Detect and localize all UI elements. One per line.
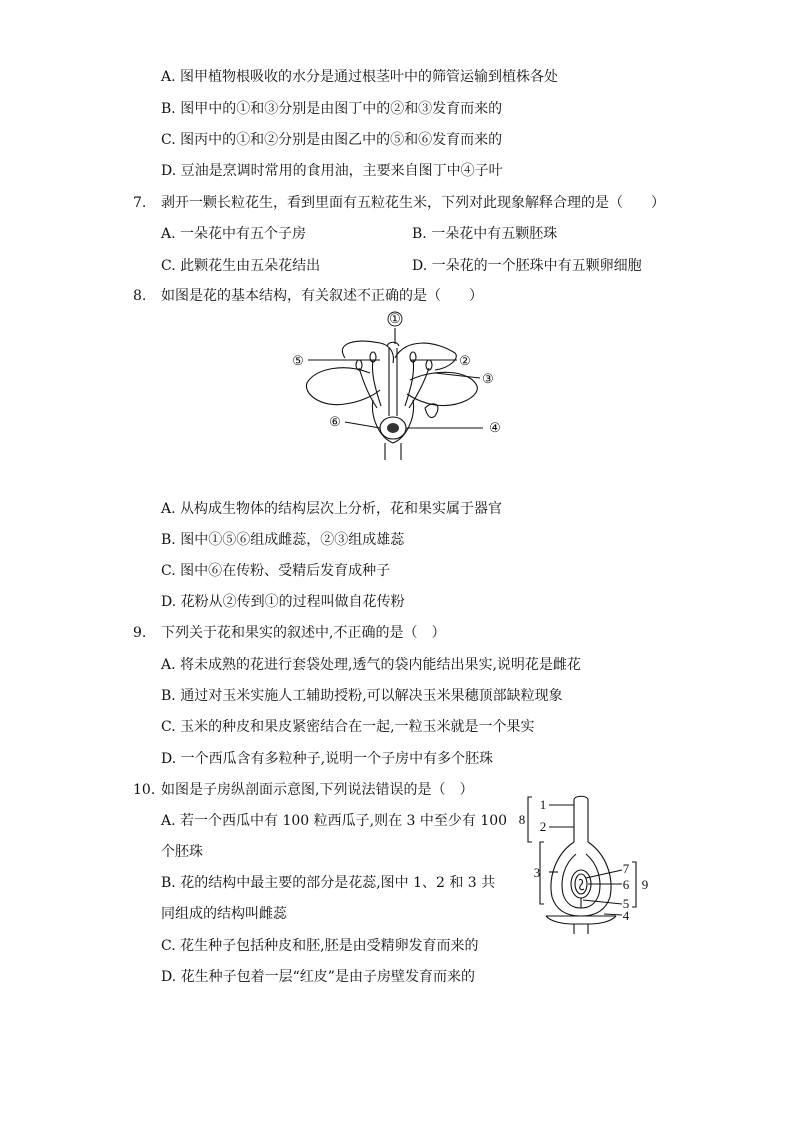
ovary-label-7: 7 [622,861,630,876]
flower-label-6: ⑥ [329,414,341,429]
q7-number: 7. [133,195,147,211]
q6-option-c: C. 图丙中的①和②分别是由图乙中的⑤和⑥发育而来的 [161,132,503,148]
ovary-label-3: 3 [533,865,541,880]
flower-label-2: ② [459,353,471,368]
q7-option-b: B. 一朵花中有五颗胚珠 [412,226,558,242]
q8-stem: 如图是花的基本结构，有关叙述不正确的是（ ） [161,288,483,304]
q8-number: 8. [133,288,147,304]
q8-option-a: A. 从构成生物体的结构层次上分析，花和果实属于器官 [161,501,503,517]
q9-number: 9. [133,625,147,641]
q8-option-c: C. 图中⑥在传粉、受精后发育成种子 [161,563,391,579]
q10-option-a-line2: 个胚珠 [161,844,203,860]
q10-option-b-line1: B. 花的结构中最主要的部分是花蕊,图中 1、2 和 3 共 [161,875,496,891]
q8-option-d: D. 花粉从②传到①的过程叫做自花传粉 [161,594,405,610]
ovary-label-9: 9 [641,877,649,892]
q6-option-d: D. 豆油是烹调时常用的食用油，主要来自图丁中④子叶 [161,163,503,179]
q8-option-b: B. 图中①⑤⑥组成雌蕊，②③组成雄蕊 [161,532,405,548]
flower-structure-diagram [285,308,515,463]
ovary-label-5: 5 [622,896,630,911]
ovary-label-1: 1 [539,797,547,812]
q10-stem: 如图是子房纵剖面示意图,下列说法错误的是（ ） [161,782,474,798]
q7-option-c: C. 此颗花生由五朵花结出 [161,258,321,274]
ovary-label-8: 8 [518,812,526,827]
q10-option-c: C. 花生种子包括种皮和胚,胚是由受精卵发育而来的 [161,938,479,954]
q7-stem: 剥开一颗长粒花生，看到里面有五粒花生米，下列对此现象解释合理的是（ ） [161,195,665,211]
flower-label-4: ④ [489,420,501,435]
flower-label-1: ① [389,311,401,326]
ovary-label-6: 6 [622,877,630,892]
q10-option-b-line2: 同组成的结构叫雌蕊 [161,906,287,922]
ovary-label-4: 4 [622,908,630,923]
q6-option-a: A. 图甲植物根吸收的水分是通过根茎叶中的筛管运输到植株各处 [161,69,559,85]
q7-option-d: D. 一朵花的一个胚珠中有五颗卵细胞 [412,258,642,274]
flower-label-3: ③ [482,371,494,386]
q10-number: 10. [133,782,156,798]
ovary-label-2: 2 [539,819,547,834]
q6-option-b: B. 图甲中的①和③分别是由图丁中的②和③发育而来的 [161,101,503,117]
ovary-section-diagram [516,792,656,937]
flower-label-5: ⑤ [292,353,304,368]
q9-option-b: B. 通过对玉米实施人工辅助授粉,可以解决玉米果穗顶部缺粒现象 [161,688,563,704]
q9-stem: 下列关于花和果实的叙述中,不正确的是（ ） [161,625,446,641]
q10-option-d: D. 花生种子包着一层“红皮”是由子房壁发育而来的 [161,969,475,985]
q9-option-c: C. 玉米的种皮和果皮紧密结合在一起,一粒玉米就是一个果实 [161,719,535,735]
q10-option-a-line1: A. 若一个西瓜中有 100 粒西瓜子,则在 3 中至少有 100 [161,813,508,829]
q9-option-a: A. 将未成熟的花进行套袋处理,透气的袋内能结出果实,说明花是雌花 [161,657,581,673]
q9-option-d: D. 一个西瓜含有多粒种子,说明一个子房中有多个胚珠 [161,751,494,767]
q7-option-a: A. 一朵花中有五个子房 [161,226,307,242]
